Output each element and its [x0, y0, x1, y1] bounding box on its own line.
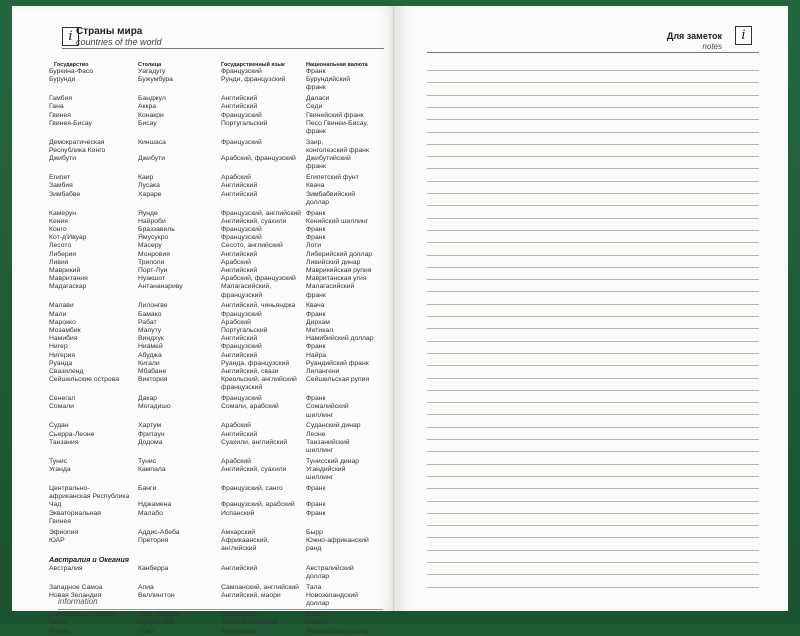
- language-cell: Английский: [221, 335, 258, 343]
- note-line[interactable]: [427, 550, 759, 551]
- capital-cell: Апиа: [138, 584, 154, 591]
- country-cell: Кения: [49, 217, 68, 225]
- currency-cell: Франк: [306, 343, 326, 351]
- country-cell: Ливия: [49, 258, 69, 266]
- currency-cell: Заир,: [306, 138, 324, 146]
- capital-cell: Бисау: [138, 119, 157, 127]
- capital-cell: Антананариву: [138, 283, 183, 291]
- capital-cell: Монровия: [138, 250, 170, 258]
- currency-cell: Франк: [306, 234, 326, 242]
- note-line[interactable]: [427, 414, 759, 415]
- country-cell: Джибути: [49, 155, 76, 163]
- capital-cell: Малабо: [138, 509, 163, 517]
- capital-cell: Уагадугу: [138, 68, 166, 75]
- note-line[interactable]: [427, 267, 759, 268]
- capital-cell: Каир: [138, 174, 154, 182]
- currency-cell: Тунисский динар: [306, 457, 360, 465]
- column-header-capital: Столица: [138, 62, 162, 68]
- country-cell: Буркина-Фасо: [49, 68, 94, 75]
- language-cell: Руанда, французский: [221, 359, 290, 367]
- note-line[interactable]: [427, 451, 759, 452]
- language-cell: Арабский: [221, 258, 251, 266]
- capital-cell: Сува: [138, 627, 154, 635]
- language-cell: Английский, маори: [221, 592, 281, 600]
- language-cell: Английский: [221, 430, 258, 438]
- capital-cell: Ниамей: [138, 343, 163, 351]
- capital-cell: Хараре: [138, 190, 162, 198]
- capital-cell: Мбабане: [138, 368, 167, 375]
- column-header-currency: Национальная валюта: [306, 62, 368, 68]
- language-cell: Испанский: [221, 509, 255, 517]
- currency-cell: Франк: [306, 209, 326, 217]
- note-line[interactable]: [427, 205, 759, 206]
- capital-cell: Абуджа: [138, 351, 162, 359]
- note-line[interactable]: [427, 255, 759, 256]
- country-cell: Демократическая: [49, 138, 105, 146]
- capital-cell: Хартум: [138, 422, 162, 430]
- capital-cell: Рабат: [138, 318, 157, 326]
- language-cell: Португальский: [221, 327, 268, 334]
- language-cell: Французский: [221, 310, 262, 318]
- capital-cell: Ямусукро: [138, 234, 169, 242]
- country-cell: Новая Зеландия: [49, 592, 102, 600]
- language-cell: Африкаанский,: [221, 536, 270, 544]
- note-line[interactable]: [427, 70, 759, 71]
- note-line[interactable]: [427, 291, 759, 292]
- note-line[interactable]: [427, 82, 759, 83]
- note-line[interactable]: [427, 562, 759, 563]
- column-header-country: Государство: [54, 62, 89, 68]
- country-cell: Нигерия: [49, 351, 76, 359]
- note-line[interactable]: [427, 378, 759, 379]
- country-cell: Мадагаскар: [49, 283, 87, 291]
- language-cell: Арабский, французский: [221, 275, 296, 283]
- page-title: Страны мира: [76, 26, 143, 37]
- country-cell: Гвинея: [49, 517, 71, 525]
- currency-cell: Либерийский доллар: [306, 250, 373, 258]
- language-cell: Арабский, французский: [221, 155, 296, 163]
- currency-cell: Малагасийский: [306, 283, 355, 291]
- currency-cell: Франк: [306, 68, 326, 75]
- capital-cell: Лилонгве: [138, 302, 168, 310]
- currency-cell: Найра: [306, 351, 327, 359]
- footer-rule: [58, 609, 383, 610]
- language-cell: Тонга, английский: [221, 619, 278, 627]
- currency-cell: франк: [306, 163, 326, 171]
- note-line[interactable]: [427, 402, 759, 403]
- country-cell: Бурунди: [49, 76, 76, 84]
- country-cell: Камерун: [49, 209, 77, 217]
- currency-cell: Гвинейский франк: [306, 111, 364, 119]
- note-line[interactable]: [427, 107, 759, 108]
- note-line[interactable]: [427, 95, 759, 96]
- currency-cell: Ливийский динар: [306, 258, 361, 266]
- country-cell: Австралия: [49, 565, 83, 572]
- currency-cell: Лоти: [306, 242, 322, 250]
- currency-cell: Франк: [306, 226, 326, 233]
- country-cell: Экваториальная: [49, 509, 101, 517]
- language-cell: Английский: [221, 267, 258, 274]
- note-line[interactable]: [427, 365, 759, 366]
- country-cell: Эфиопия: [49, 528, 79, 536]
- note-line[interactable]: [427, 390, 759, 391]
- capital-cell: Банги: [138, 485, 157, 492]
- capital-cell: Нукуалофа: [138, 619, 174, 627]
- currency-cell: конголезский франк: [306, 147, 369, 154]
- currency-cell: Франк: [306, 485, 326, 492]
- note-line[interactable]: [427, 304, 759, 305]
- capital-cell: Триполи: [138, 258, 165, 266]
- country-cell: Мали: [49, 310, 67, 318]
- currency-cell: Квача: [306, 182, 325, 190]
- country-cell: Фиджи: [49, 627, 71, 635]
- language-cell: Сомали, арабский: [221, 403, 279, 411]
- currency-cell: Кенийский шиллинг: [306, 217, 369, 225]
- country-cell: Конго: [49, 226, 67, 233]
- currency-cell: Египетский фунт: [306, 174, 359, 182]
- capital-cell: Виндхук: [138, 335, 164, 343]
- country-cell: Тонга: [49, 619, 67, 627]
- language-cell: Самоанский, английский: [221, 584, 299, 591]
- note-line[interactable]: [427, 353, 759, 354]
- country-cell: Тунис: [49, 457, 68, 465]
- note-line[interactable]: [427, 537, 759, 538]
- currency-cell: Метикал: [306, 327, 334, 334]
- capital-cell: Фритаун: [138, 430, 165, 438]
- page-subtitle: countries of the world: [76, 37, 162, 47]
- currency-cell: Сомалийский: [306, 403, 349, 411]
- capital-cell: Дакар: [138, 395, 158, 403]
- capital-cell: Канберра: [138, 565, 169, 572]
- country-cell: Замбия: [49, 182, 73, 190]
- language-cell: Английский, суахили: [221, 466, 287, 473]
- currency-cell: шиллинг: [306, 411, 334, 419]
- notes-subtitle: notes: [702, 42, 722, 51]
- language-cell: Французский: [221, 343, 262, 351]
- language-cell: Амхарский: [221, 528, 256, 536]
- language-cell: французский: [221, 291, 263, 299]
- currency-cell: Квача: [306, 302, 325, 310]
- capital-cell: Кампала: [138, 466, 166, 473]
- note-line[interactable]: [427, 574, 759, 575]
- capital-cell: Конакри: [138, 111, 164, 119]
- country-cell: Египет: [49, 174, 71, 182]
- capital-cell: Джибути: [138, 155, 165, 163]
- currency-cell: Франк: [306, 501, 326, 509]
- language-cell: Английский: [221, 627, 258, 635]
- country-cell: Гвинея: [49, 111, 71, 119]
- language-cell: Английский, чиньянджа: [221, 302, 296, 310]
- note-line[interactable]: [427, 132, 759, 133]
- info-icon-letter: i: [741, 28, 746, 43]
- capital-cell: Кигали: [138, 359, 160, 367]
- capital-cell: Веллингтон: [138, 592, 175, 600]
- note-line[interactable]: [427, 119, 759, 120]
- language-cell: Английский: [221, 190, 258, 198]
- language-cell: Арабский: [221, 174, 251, 182]
- country-cell: Сомали: [49, 403, 74, 411]
- currency-cell: Намибийский доллар: [306, 335, 374, 343]
- language-cell: Арабский: [221, 422, 251, 430]
- currency-cell: Руандийский франк: [306, 359, 369, 367]
- country-cell: Западное Самоа: [49, 584, 103, 591]
- currency-cell: Танзанийский: [306, 438, 350, 446]
- country-cell: Нигер: [49, 343, 68, 351]
- column-header-language: Государственный язык: [221, 62, 285, 68]
- currency-cell: Зимбабвийский: [306, 190, 356, 198]
- info-icon-letter: i: [68, 29, 73, 44]
- currency-cell: Маврикийская рупия: [306, 267, 372, 274]
- currency-cell: Новозеландский: [306, 592, 358, 600]
- note-line[interactable]: [427, 242, 759, 243]
- country-cell: ЮАР: [49, 536, 65, 544]
- info-icon: [735, 26, 752, 45]
- capital-cell: Претория: [138, 536, 169, 544]
- country-cell: Гвинея-Бисау: [49, 119, 92, 127]
- note-line[interactable]: [427, 316, 759, 317]
- language-cell: Французский: [221, 138, 262, 146]
- currency-cell: Паанга: [306, 619, 329, 627]
- currency-cell: Тала: [306, 584, 322, 591]
- capital-cell: Порт-Морсби: [138, 611, 181, 619]
- currency-cell: Песо Гвинеи-Бисау,: [306, 119, 369, 127]
- currency-cell: Южно-африканский: [306, 536, 369, 544]
- currency-cell: Дирхам: [306, 318, 330, 326]
- country-cell: Малави: [49, 302, 74, 310]
- capital-cell: Тунис: [138, 457, 157, 465]
- note-line[interactable]: [427, 279, 759, 280]
- note-line[interactable]: [427, 501, 759, 502]
- currency-cell: доллар: [306, 600, 330, 608]
- currency-cell: Угандийский: [306, 466, 346, 473]
- note-line[interactable]: [427, 464, 759, 465]
- capital-cell: Нуакшот: [138, 275, 166, 283]
- language-cell: Сесото, английский: [221, 242, 283, 250]
- note-line[interactable]: [427, 476, 759, 477]
- currency-cell: Франк: [306, 395, 326, 403]
- country-cell: Республика Конго: [49, 147, 106, 154]
- capital-cell: Мапуту: [138, 327, 162, 334]
- currency-cell: Фиджийский доллар: [306, 627, 371, 635]
- note-line[interactable]: [427, 513, 759, 514]
- note-line[interactable]: [427, 156, 759, 157]
- currency-cell: доллар: [306, 573, 330, 581]
- country-cell: Уганда: [49, 466, 71, 473]
- countries-table: [12, 6, 396, 635]
- note-line[interactable]: [427, 230, 759, 231]
- capital-cell: Лусака: [138, 182, 160, 190]
- country-cell: Гана: [49, 103, 64, 111]
- currency-cell: Леоне: [306, 430, 326, 438]
- capital-cell: Порт-Луи: [138, 267, 168, 274]
- country-cell: Марокко: [49, 318, 76, 326]
- country-cell: Мавритания: [49, 275, 88, 283]
- capital-cell: Браззавиль: [138, 226, 175, 233]
- language-cell: Суахили, английский: [221, 438, 288, 446]
- currency-cell: Франк: [306, 310, 326, 318]
- note-line[interactable]: [427, 168, 759, 169]
- language-cell: Английский, суахили: [221, 217, 287, 225]
- currency-cell: шиллинг: [306, 474, 334, 482]
- country-cell: Танзания: [49, 438, 79, 446]
- country-cell: Сейшельские острова: [49, 376, 120, 384]
- capital-cell: Бамако: [138, 310, 162, 318]
- currency-cell: Бырр: [306, 528, 323, 536]
- capital-cell: Нджамена: [138, 501, 172, 509]
- note-line[interactable]: [427, 488, 759, 489]
- language-cell: Английский: [221, 351, 258, 359]
- right-page: [397, 6, 788, 611]
- capital-cell: Масеру: [138, 242, 162, 250]
- language-cell: Английский: [221, 250, 258, 258]
- language-cell: Французский, арабский: [221, 501, 295, 509]
- currency-cell: Кина: [306, 611, 322, 619]
- country-cell: Свазиленд: [49, 368, 84, 375]
- language-cell: Английский: [221, 565, 258, 572]
- notes-header-rule: [427, 52, 759, 53]
- capital-cell: Виктория: [138, 376, 168, 384]
- section-title: Австралия и Океания: [49, 555, 129, 565]
- capital-cell: Аккра: [138, 103, 157, 111]
- language-cell: Французский, английский: [221, 209, 301, 217]
- country-cell: Лесото: [49, 242, 72, 250]
- language-cell: Английский: [221, 103, 258, 111]
- language-cell: английский: [221, 545, 257, 552]
- note-line[interactable]: [427, 218, 759, 219]
- note-line[interactable]: [427, 144, 759, 145]
- note-line[interactable]: [427, 181, 759, 182]
- country-cell: Зимбабве: [49, 190, 81, 198]
- note-line[interactable]: [427, 439, 759, 440]
- note-line[interactable]: [427, 587, 759, 588]
- capital-cell: Найроби: [138, 217, 166, 225]
- currency-cell: франк: [306, 291, 326, 299]
- capital-cell: Банджул: [138, 95, 166, 103]
- country-cell: Сьерра-Леоне: [49, 430, 95, 438]
- language-cell: Английский: [221, 95, 258, 103]
- note-line[interactable]: [427, 328, 759, 329]
- page-footer: information: [58, 597, 98, 606]
- country-cell: Сенегал: [49, 395, 76, 403]
- country-cell: Намибия: [49, 335, 78, 343]
- currency-cell: Даласи: [306, 95, 330, 103]
- country-cell: Руанда: [49, 359, 73, 367]
- language-cell: французский: [221, 384, 263, 392]
- currency-cell: ранд: [306, 545, 322, 552]
- capital-cell: Додома: [138, 438, 163, 446]
- country-cell: африканская Республика: [49, 493, 130, 501]
- language-cell: Французский: [221, 111, 262, 119]
- country-cell: Папуа-Новая Гвинея: [49, 611, 115, 619]
- country-cell: Либерия: [49, 250, 77, 258]
- capital-cell: Бужумбура: [138, 76, 173, 84]
- capital-cell: Аддис-Абеба: [138, 528, 180, 536]
- currency-cell: Седи: [306, 103, 323, 111]
- currency-cell: доллар: [306, 198, 330, 206]
- language-cell: Французский: [221, 234, 262, 242]
- language-cell: Португальский: [221, 119, 268, 127]
- country-cell: Мозамбик: [49, 327, 81, 334]
- language-cell: Французский, санго: [221, 485, 283, 492]
- note-line[interactable]: [427, 427, 759, 428]
- currency-cell: Франк: [306, 509, 326, 517]
- country-cell: Чад: [49, 501, 62, 509]
- language-cell: Французский: [221, 68, 262, 75]
- country-cell: Центрально-: [49, 485, 90, 492]
- language-cell: Рунди, французский: [221, 76, 286, 84]
- capital-cell: Яунде: [138, 209, 158, 217]
- language-cell: Малагасийский,: [221, 283, 272, 291]
- language-cell: Английский: [221, 611, 258, 619]
- country-cell: Маврикий: [49, 267, 81, 274]
- currency-cell: Мавританская угия: [306, 275, 367, 283]
- country-cell: Гамбия: [49, 95, 73, 103]
- note-line[interactable]: [427, 341, 759, 342]
- notes-title: Для заметок: [666, 31, 722, 41]
- language-cell: Французский: [221, 226, 262, 233]
- currency-cell: Сейшельская рупия: [306, 376, 370, 384]
- currency-cell: Лилангени: [306, 368, 340, 375]
- currency-cell: Бурундийский: [306, 76, 351, 84]
- language-cell: Креольский, английский: [221, 376, 297, 384]
- currency-cell: шиллинг: [306, 447, 334, 454]
- note-line[interactable]: [427, 525, 759, 526]
- currency-cell: Джибутийский: [306, 155, 351, 163]
- language-cell: Арабский: [221, 318, 251, 326]
- capital-cell: Киншаса: [138, 138, 166, 146]
- currency-cell: франк: [306, 128, 326, 135]
- country-cell: Судан: [49, 422, 69, 430]
- language-cell: Английский, свази: [221, 368, 279, 375]
- capital-cell: Могадишо: [138, 403, 171, 411]
- country-cell: Кот-д'Ивуар: [49, 234, 87, 242]
- language-cell: Арабский: [221, 457, 251, 465]
- currency-cell: Суданский динар: [306, 422, 361, 430]
- language-cell: Английский: [221, 182, 258, 190]
- note-line[interactable]: [427, 193, 759, 194]
- currency-cell: франк: [306, 84, 326, 92]
- language-cell: Французский: [221, 395, 262, 403]
- left-page: [12, 6, 396, 635]
- currency-cell: Австралийский: [306, 565, 354, 572]
